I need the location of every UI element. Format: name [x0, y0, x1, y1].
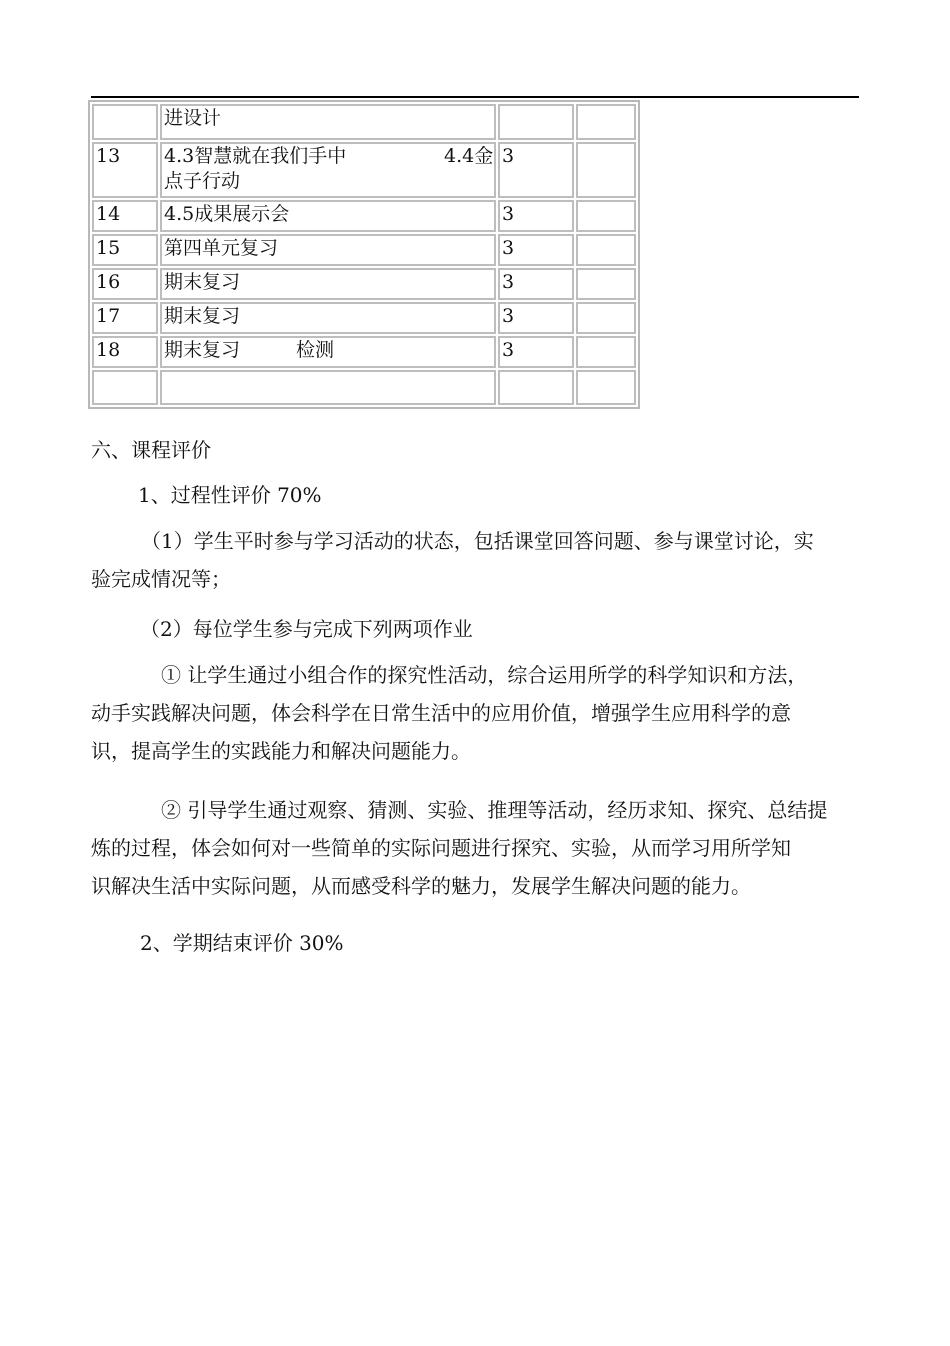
hours-cell: 3 [498, 336, 574, 368]
content-text: 期末复习 [164, 271, 241, 293]
item2-title: （2）每位学生参与完成下列两项作业 [140, 617, 473, 641]
week-cell: 14 [92, 200, 158, 232]
task2-paragraph [91, 791, 861, 905]
content-text: 进设计 [164, 107, 222, 129]
content-text: 4.5成果展示会 [164, 203, 290, 225]
hours-cell: 3 [498, 142, 574, 198]
extra-cell [576, 336, 636, 368]
hours-cell [498, 104, 574, 140]
table-row [92, 234, 636, 266]
table-row [92, 302, 636, 334]
table-row [92, 268, 636, 300]
process-eval-title: 1、过程性评价 70% [138, 483, 322, 507]
week-cell: 17 [92, 302, 158, 334]
week-cell: 16 [92, 268, 158, 300]
table-row [92, 142, 636, 198]
content-cell [160, 268, 496, 300]
extra-cell [576, 234, 636, 266]
content-cell [160, 142, 496, 198]
paragraph-line: 动手实践解决问题，体会科学在日常生活中的应用价值，增强学生应用科学的意 [91, 701, 791, 725]
week-cell: 15 [92, 234, 158, 266]
week-cell: 13 [92, 142, 158, 198]
paragraph-line: （1）学生平时参与学习活动的状态，包括课堂回答问题、参与课堂讨论，实 [141, 529, 814, 553]
content-text: 检测 [296, 339, 335, 361]
content-cell [160, 302, 496, 334]
table-row [92, 200, 636, 232]
paragraph-line: ① 让学生通过小组合作的探究性活动，综合运用所学的科学知识和方法， [161, 663, 808, 687]
paragraph-line: 炼的过程，体会如何对一些简单的实际问题进行探究、实验，从而学习用所学知 [91, 836, 791, 860]
task1-paragraph [91, 656, 861, 770]
paragraph-line: 验完成情况等； [91, 567, 231, 591]
hours-cell: 3 [498, 234, 574, 266]
extra-cell [576, 268, 636, 300]
content-text: 点子行动 [164, 170, 241, 192]
content-cell [160, 336, 496, 368]
extra-cell [576, 104, 636, 140]
content-text: 第四单元复习 [164, 237, 279, 259]
extra-cell [576, 370, 636, 405]
hours-cell: 3 [498, 302, 574, 334]
hours-cell: 3 [498, 268, 574, 300]
extra-cell [576, 142, 636, 198]
schedule-table [88, 100, 640, 409]
hours-cell [498, 370, 574, 405]
content-text: 期末复习 [164, 305, 241, 327]
content-cell [160, 234, 496, 266]
week-cell [92, 370, 158, 405]
table-row [92, 336, 636, 368]
content-text: 4.4金 [444, 145, 494, 167]
paragraph-line: 识，提高学生的实践能力和解决问题能力。 [91, 739, 471, 763]
paragraph-line: ② 引导学生通过观察、猜测、实验、推理等活动，经历求知、探究、总结提 [161, 798, 828, 822]
content-cell [160, 200, 496, 232]
content-text: 期末复习 [164, 339, 241, 361]
header-rule [91, 96, 859, 98]
extra-cell [576, 302, 636, 334]
week-cell: 18 [92, 336, 158, 368]
topic-line [164, 144, 494, 169]
item1-paragraph [91, 522, 861, 598]
content-cell [160, 104, 496, 140]
extra-cell [576, 200, 636, 232]
week-cell [92, 104, 158, 140]
section-heading: 六、课程评价 [91, 438, 211, 462]
hours-cell: 3 [498, 200, 574, 232]
paragraph-line: 识解决生活中实际问题，从而感受科学的魅力，发展学生解决问题的能力。 [91, 874, 751, 898]
table-row [92, 370, 636, 405]
table-row [92, 104, 636, 140]
content-cell [160, 370, 496, 405]
content-text: 4.3智慧就在我们手中 [164, 145, 347, 167]
final-eval-title: 2、学期结束评价 30% [140, 931, 344, 955]
